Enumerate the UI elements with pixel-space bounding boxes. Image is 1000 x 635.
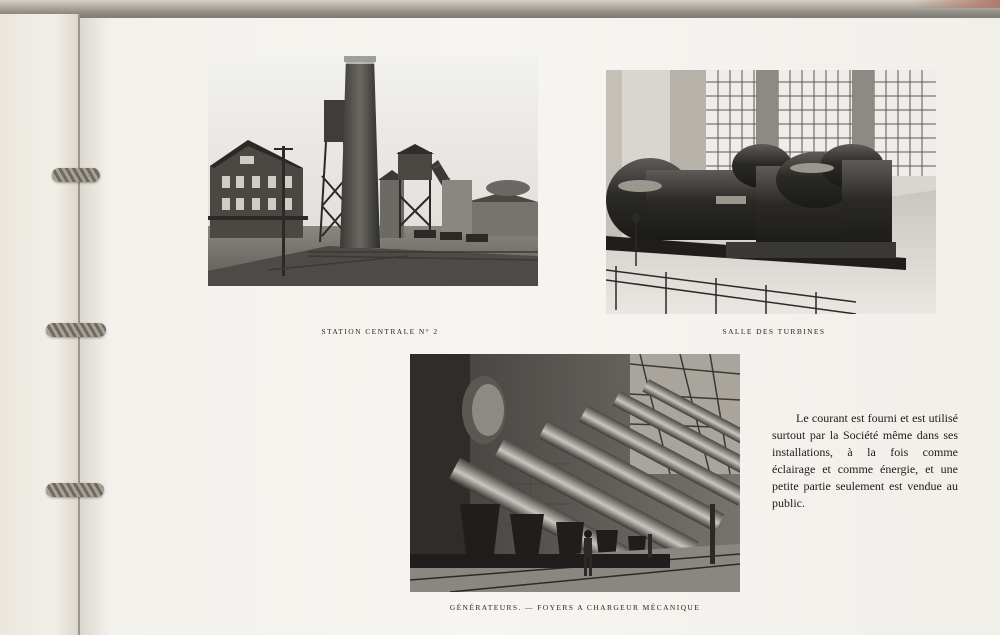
caption-generateurs: GÉNÉRATEURS. — FOYERS A CHARGEUR MÉCANIQUE [449, 603, 701, 612]
caption-salle-des-turbines: SALLE DES TURBINES [722, 327, 826, 336]
binding-cord-bottom [46, 483, 104, 497]
photo-station-centrale [208, 56, 538, 286]
caption-station-centrale: STATION CENTRALE N° 2 [321, 327, 439, 336]
binding-cord-middle [46, 323, 106, 337]
photo-generateurs [410, 354, 740, 592]
photo-salle-des-turbines [606, 70, 936, 314]
body-paragraph: Le courant est fourni et est utilisé surtout par la Société même dans ses installations, à la fois comme éclairage et comme énergie, et une petite partie seulement est vendue au public. [772, 411, 958, 510]
binding-cord-top [52, 168, 100, 182]
album-corner-edge [910, 0, 1000, 8]
